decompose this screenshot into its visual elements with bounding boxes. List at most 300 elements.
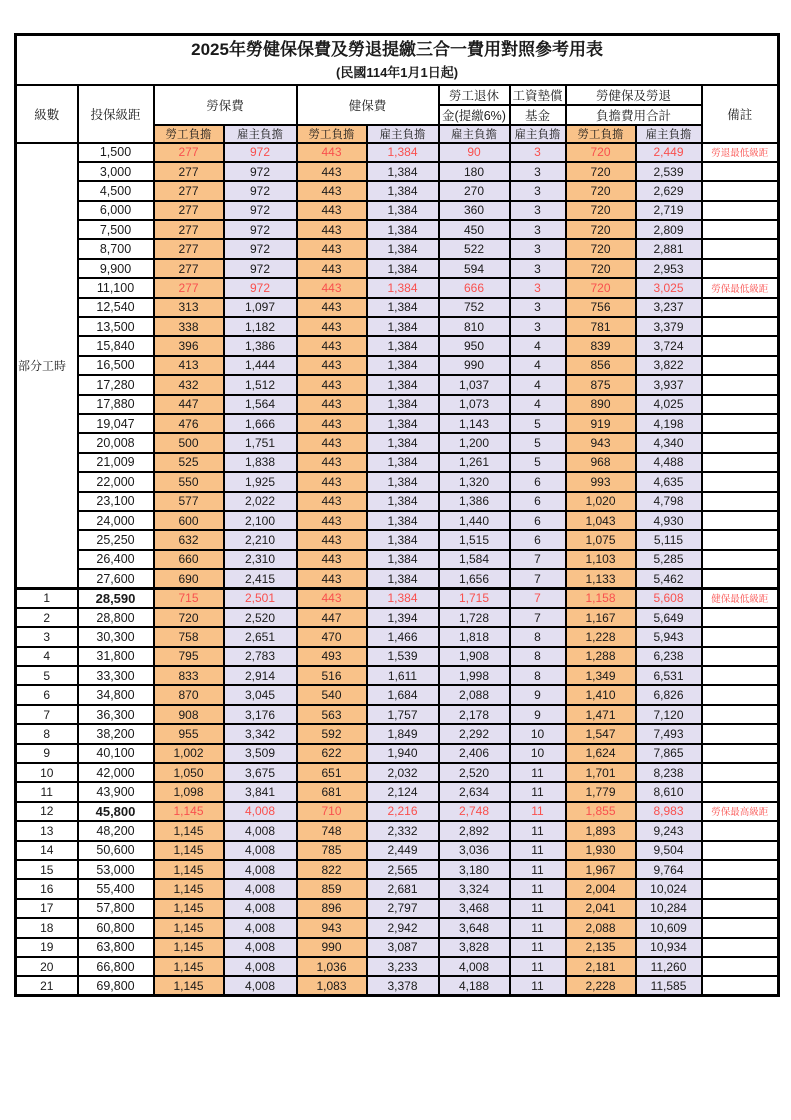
cell-total-employee: 1,020 [566,492,636,511]
cell-remark [702,259,779,278]
cell-health-insurance-employee: 443 [297,511,367,530]
cell-bracket: 55,400 [78,879,154,898]
cell-bracket: 20,008 [78,433,154,452]
cell-health-insurance-employer: 1,384 [367,239,439,258]
cell-bracket: 34,800 [78,685,154,704]
cell-pension-employer: 2,178 [439,705,510,724]
table-row [16,259,779,278]
cell-wage-fund-employer: 6 [510,511,566,530]
cell-total-employee: 1,103 [566,550,636,569]
table-row [16,724,779,743]
cell-labor-insurance-employer: 4,008 [224,821,297,840]
cell-labor-insurance-employee: 1,145 [154,879,224,898]
table-row [16,472,779,491]
cell-remark [702,472,779,491]
cell-total-employee: 1,893 [566,821,636,840]
cell-bracket: 60,800 [78,918,154,937]
cell-total-employer: 5,115 [636,530,702,549]
cell-remark [702,375,779,394]
cell-bracket: 21,009 [78,453,154,472]
cell-health-insurance-employee: 443 [297,356,367,375]
cell-labor-insurance-employer: 972 [224,162,297,181]
subheader-total-employer: 雇主負擔 [636,125,702,143]
col-header-level: 級數 [16,85,78,143]
cell-pension-employer: 1,818 [439,627,510,646]
table-row [16,627,779,646]
cell-remark [702,569,779,588]
cell-pension-employer: 522 [439,239,510,258]
cell-total-employer: 4,198 [636,414,702,433]
table-row [16,802,779,821]
cell-labor-insurance-employee: 908 [154,705,224,724]
cell-pension-employer: 4,188 [439,976,510,995]
cell-labor-insurance-employee: 277 [154,278,224,297]
table-row [16,608,779,627]
col-header-labor-insurance: 勞保費 [154,85,297,125]
cell-health-insurance-employer: 2,124 [367,782,439,801]
cell-labor-insurance-employee: 1,145 [154,976,224,995]
group-label-part-time: 部分工時 [16,143,78,589]
cell-health-insurance-employee: 622 [297,744,367,763]
cell-pension-employer: 2,088 [439,685,510,704]
subheader-fund-employer: 雇主負擔 [510,125,566,143]
cell-bracket: 7,500 [78,220,154,239]
cell-health-insurance-employee: 447 [297,608,367,627]
cell-wage-fund-employer: 3 [510,181,566,200]
table-row [16,569,779,588]
cell-pension-employer: 752 [439,298,510,317]
cell-total-employer: 6,238 [636,647,702,666]
cell-bracket: 6,000 [78,201,154,220]
cell-remark [702,336,779,355]
cell-labor-insurance-employer: 3,841 [224,782,297,801]
table-row [16,530,779,549]
cell-health-insurance-employer: 1,384 [367,433,439,452]
cell-labor-insurance-employer: 1,925 [224,472,297,491]
cell-total-employee: 720 [566,143,636,162]
cell-labor-insurance-employer: 1,097 [224,298,297,317]
cell-total-employer: 10,024 [636,879,702,898]
cell-health-insurance-employee: 443 [297,530,367,549]
cell-labor-insurance-employee: 476 [154,414,224,433]
cell-health-insurance-employee: 443 [297,433,367,452]
cell-total-employee: 1,410 [566,685,636,704]
table-row [16,278,779,297]
cell-labor-insurance-employer: 4,008 [224,879,297,898]
cell-wage-fund-employer: 7 [510,569,566,588]
cell-labor-insurance-employer: 1,564 [224,395,297,414]
cell-pension-employer: 360 [439,201,510,220]
cell-total-employer: 7,865 [636,744,702,763]
cell-remark [702,899,779,918]
cell-labor-insurance-employer: 4,008 [224,841,297,860]
cell-bracket: 19,047 [78,414,154,433]
table-row [16,763,779,782]
cell-health-insurance-employer: 2,797 [367,899,439,918]
cell-health-insurance-employee: 896 [297,899,367,918]
cell-total-employee: 720 [566,181,636,200]
cell-wage-fund-employer: 4 [510,336,566,355]
cell-wage-fund-employer: 3 [510,298,566,317]
cell-remark: 健保最低級距 [702,588,779,607]
cell-health-insurance-employer: 1,384 [367,356,439,375]
table-row [16,492,779,511]
table-row [16,336,779,355]
table-row [16,647,779,666]
cell-total-employee: 1,624 [566,744,636,763]
cell-health-insurance-employee: 822 [297,860,367,879]
cell-labor-insurance-employee: 690 [154,569,224,588]
cell-health-insurance-employee: 748 [297,821,367,840]
cell-remark [702,763,779,782]
cell-bracket: 28,590 [78,588,154,607]
cell-wage-fund-employer: 7 [510,608,566,627]
cell-health-insurance-employee: 563 [297,705,367,724]
cell-remark [702,162,779,181]
cell-health-insurance-employee: 443 [297,569,367,588]
cell-remark [702,821,779,840]
cell-remark: 勞保最低級距 [702,278,779,297]
cell-health-insurance-employer: 1,384 [367,181,439,200]
cell-bracket: 43,900 [78,782,154,801]
cell-health-insurance-employee: 443 [297,550,367,569]
cell-total-employee: 2,181 [566,957,636,976]
cell-total-employee: 943 [566,433,636,452]
cell-total-employer: 2,539 [636,162,702,181]
cell-wage-fund-employer: 6 [510,492,566,511]
cell-wage-fund-employer: 3 [510,220,566,239]
cell-total-employer: 2,953 [636,259,702,278]
cell-level: 7 [16,705,78,724]
cell-total-employee: 1,043 [566,511,636,530]
cell-wage-fund-employer: 11 [510,821,566,840]
cell-wage-fund-employer: 6 [510,530,566,549]
cell-health-insurance-employer: 1,384 [367,278,439,297]
cell-pension-employer: 3,828 [439,938,510,957]
cell-labor-insurance-employer: 2,310 [224,550,297,569]
cell-labor-insurance-employee: 277 [154,143,224,162]
cell-labor-insurance-employee: 660 [154,550,224,569]
table-row [16,588,779,607]
cell-labor-insurance-employer: 4,008 [224,957,297,976]
cell-labor-insurance-employer: 4,008 [224,976,297,995]
cell-total-employer: 2,449 [636,143,702,162]
table-row [16,550,779,569]
cell-remark [702,744,779,763]
cell-wage-fund-employer: 5 [510,453,566,472]
cell-labor-insurance-employee: 600 [154,511,224,530]
cell-wage-fund-employer: 5 [510,433,566,452]
cell-total-employee: 2,135 [566,938,636,957]
cell-level: 18 [16,918,78,937]
cell-remark [702,298,779,317]
cell-level: 12 [16,802,78,821]
cell-health-insurance-employer: 1,384 [367,143,439,162]
cell-level: 10 [16,763,78,782]
cell-bracket: 15,840 [78,336,154,355]
cell-total-employee: 2,004 [566,879,636,898]
cell-total-employer: 5,462 [636,569,702,588]
cell-labor-insurance-employee: 447 [154,395,224,414]
table-row [16,976,779,995]
cell-remark [702,492,779,511]
table-row [16,821,779,840]
cell-total-employee: 720 [566,220,636,239]
cell-total-employer: 3,724 [636,336,702,355]
cell-total-employee: 1,471 [566,705,636,724]
cell-level: 4 [16,647,78,666]
cell-bracket: 16,500 [78,356,154,375]
cell-remark [702,782,779,801]
cell-bracket: 28,800 [78,608,154,627]
cell-level: 13 [16,821,78,840]
cell-pension-employer: 1,998 [439,666,510,685]
cell-labor-insurance-employee: 277 [154,181,224,200]
cell-pension-employer: 950 [439,336,510,355]
cell-total-employer: 4,340 [636,433,702,452]
cell-health-insurance-employee: 443 [297,588,367,607]
cell-wage-fund-employer: 6 [510,472,566,491]
cell-labor-insurance-employee: 1,145 [154,899,224,918]
cell-total-employer: 3,025 [636,278,702,297]
cell-total-employer: 5,285 [636,550,702,569]
cell-wage-fund-employer: 8 [510,647,566,666]
cell-total-employee: 856 [566,356,636,375]
cell-total-employee: 1,133 [566,569,636,588]
cell-level: 6 [16,685,78,704]
cell-level: 1 [16,588,78,607]
cell-health-insurance-employer: 1,384 [367,492,439,511]
cell-health-insurance-employee: 443 [297,472,367,491]
cell-level: 21 [16,976,78,995]
cell-bracket: 13,500 [78,317,154,336]
subheader-pension-employer: 雇主負擔 [439,125,510,143]
cell-health-insurance-employer: 1,384 [367,162,439,181]
cell-bracket: 3,000 [78,162,154,181]
cell-health-insurance-employer: 1,611 [367,666,439,685]
cell-remark [702,220,779,239]
cell-health-insurance-employer: 1,849 [367,724,439,743]
cell-wage-fund-employer: 9 [510,705,566,724]
cell-total-employee: 919 [566,414,636,433]
cell-total-employer: 6,826 [636,685,702,704]
cell-total-employee: 1,228 [566,627,636,646]
cell-labor-insurance-employer: 4,008 [224,860,297,879]
cell-health-insurance-employee: 1,083 [297,976,367,995]
cell-total-employer: 9,504 [636,841,702,860]
cell-labor-insurance-employer: 3,675 [224,763,297,782]
cell-pension-employer: 810 [439,317,510,336]
cell-labor-insurance-employer: 2,501 [224,588,297,607]
cell-labor-insurance-employee: 277 [154,239,224,258]
table-row [16,143,779,162]
cell-health-insurance-employee: 443 [297,375,367,394]
cell-pension-employer: 1,656 [439,569,510,588]
subheader-health-employer: 雇主負擔 [367,125,439,143]
cell-labor-insurance-employer: 2,651 [224,627,297,646]
cell-labor-insurance-employee: 577 [154,492,224,511]
cell-labor-insurance-employee: 525 [154,453,224,472]
cell-total-employee: 1,158 [566,588,636,607]
cell-health-insurance-employee: 443 [297,336,367,355]
col-header-health-insurance: 健保費 [297,85,439,125]
cell-level: 9 [16,744,78,763]
cell-pension-employer: 594 [439,259,510,278]
cell-remark [702,511,779,530]
cell-total-employer: 7,120 [636,705,702,724]
cell-health-insurance-employer: 2,449 [367,841,439,860]
cell-labor-insurance-employer: 972 [224,143,297,162]
cell-total-employee: 839 [566,336,636,355]
cell-remark [702,860,779,879]
cell-labor-insurance-employer: 4,008 [224,802,297,821]
cell-pension-employer: 1,143 [439,414,510,433]
cell-health-insurance-employer: 3,378 [367,976,439,995]
cell-total-employee: 993 [566,472,636,491]
cell-level: 20 [16,957,78,976]
cell-pension-employer: 1,440 [439,511,510,530]
cell-total-employee: 720 [566,162,636,181]
cell-health-insurance-employer: 2,942 [367,918,439,937]
col-header-total-line1: 勞健保及勞退 [566,85,702,105]
cell-pension-employer: 990 [439,356,510,375]
cell-labor-insurance-employee: 955 [154,724,224,743]
cell-bracket: 24,000 [78,511,154,530]
table-row [16,744,779,763]
cell-pension-employer: 3,324 [439,879,510,898]
cell-health-insurance-employee: 540 [297,685,367,704]
cell-total-employer: 8,238 [636,763,702,782]
cell-total-employer: 10,609 [636,918,702,937]
cell-health-insurance-employer: 3,087 [367,938,439,957]
cell-total-employee: 2,228 [566,976,636,995]
cell-labor-insurance-employee: 795 [154,647,224,666]
cell-labor-insurance-employer: 2,520 [224,608,297,627]
cell-remark [702,550,779,569]
cell-bracket: 30,300 [78,627,154,646]
cell-health-insurance-employee: 443 [297,220,367,239]
cell-pension-employer: 2,520 [439,763,510,782]
cell-wage-fund-employer: 7 [510,588,566,607]
cell-health-insurance-employer: 1,384 [367,298,439,317]
cell-labor-insurance-employer: 972 [224,181,297,200]
col-header-remark: 備註 [702,85,779,143]
table-row [16,201,779,220]
cell-wage-fund-employer: 11 [510,938,566,957]
cell-labor-insurance-employee: 632 [154,530,224,549]
cell-remark [702,433,779,452]
cell-bracket: 22,000 [78,472,154,491]
cell-labor-insurance-employer: 1,838 [224,453,297,472]
cell-wage-fund-employer: 11 [510,841,566,860]
cell-health-insurance-employer: 1,757 [367,705,439,724]
cell-remark [702,395,779,414]
page-subtitle: (民國114年1月1日起) [336,65,459,81]
table-row [16,298,779,317]
cell-health-insurance-employee: 592 [297,724,367,743]
subheader-total-employee: 勞工負擔 [566,125,636,143]
cell-remark [702,724,779,743]
table-row [16,957,779,976]
cell-health-insurance-employer: 1,384 [367,317,439,336]
col-header-wage-fund-line1: 工資墊償 [510,85,566,105]
cell-labor-insurance-employee: 1,002 [154,744,224,763]
cell-level: 19 [16,938,78,957]
cell-total-employer: 8,610 [636,782,702,801]
cell-health-insurance-employee: 493 [297,647,367,666]
cell-total-employer: 11,585 [636,976,702,995]
cell-level: 2 [16,608,78,627]
cell-remark [702,879,779,898]
cell-pension-employer: 2,748 [439,802,510,821]
table-row [16,453,779,472]
cell-labor-insurance-employer: 4,008 [224,918,297,937]
cell-health-insurance-employee: 443 [297,259,367,278]
cell-wage-fund-employer: 9 [510,685,566,704]
table-row [16,220,779,239]
cell-level: 3 [16,627,78,646]
cell-level: 5 [16,666,78,685]
table-row [16,511,779,530]
cell-health-insurance-employer: 2,032 [367,763,439,782]
cell-bracket: 4,500 [78,181,154,200]
cell-labor-insurance-employee: 1,098 [154,782,224,801]
cell-total-employee: 720 [566,259,636,278]
cell-labor-insurance-employer: 2,210 [224,530,297,549]
cell-remark [702,608,779,627]
cell-total-employer: 10,284 [636,899,702,918]
cell-remark [702,647,779,666]
cell-labor-insurance-employer: 972 [224,278,297,297]
cell-health-insurance-employee: 443 [297,414,367,433]
cell-health-insurance-employer: 1,384 [367,220,439,239]
cell-remark [702,201,779,220]
table-row [16,162,779,181]
cell-total-employee: 1,967 [566,860,636,879]
cell-health-insurance-employer: 2,216 [367,802,439,821]
cell-health-insurance-employer: 1,394 [367,608,439,627]
cell-total-employer: 4,488 [636,453,702,472]
cell-health-insurance-employee: 1,036 [297,957,367,976]
cell-labor-insurance-employer: 3,342 [224,724,297,743]
cell-wage-fund-employer: 11 [510,899,566,918]
cell-labor-insurance-employer: 2,022 [224,492,297,511]
cell-total-employer: 11,260 [636,957,702,976]
cell-wage-fund-employer: 8 [510,627,566,646]
cell-total-employer: 5,943 [636,627,702,646]
cell-total-employer: 9,764 [636,860,702,879]
cell-health-insurance-employee: 443 [297,162,367,181]
cell-remark [702,453,779,472]
cell-health-insurance-employee: 785 [297,841,367,860]
table-row [16,414,779,433]
cell-remark: 勞退最低級距 [702,143,779,162]
cell-remark [702,841,779,860]
cell-labor-insurance-employer: 4,008 [224,938,297,957]
cell-remark [702,414,779,433]
cell-health-insurance-employer: 1,539 [367,647,439,666]
cell-health-insurance-employee: 443 [297,143,367,162]
cell-labor-insurance-employer: 1,444 [224,356,297,375]
cell-health-insurance-employer: 2,565 [367,860,439,879]
cell-labor-insurance-employer: 1,182 [224,317,297,336]
cell-health-insurance-employer: 1,384 [367,375,439,394]
cell-wage-fund-employer: 3 [510,162,566,181]
table-row [16,395,779,414]
cell-total-employee: 968 [566,453,636,472]
cell-bracket: 50,600 [78,841,154,860]
cell-pension-employer: 3,180 [439,860,510,879]
